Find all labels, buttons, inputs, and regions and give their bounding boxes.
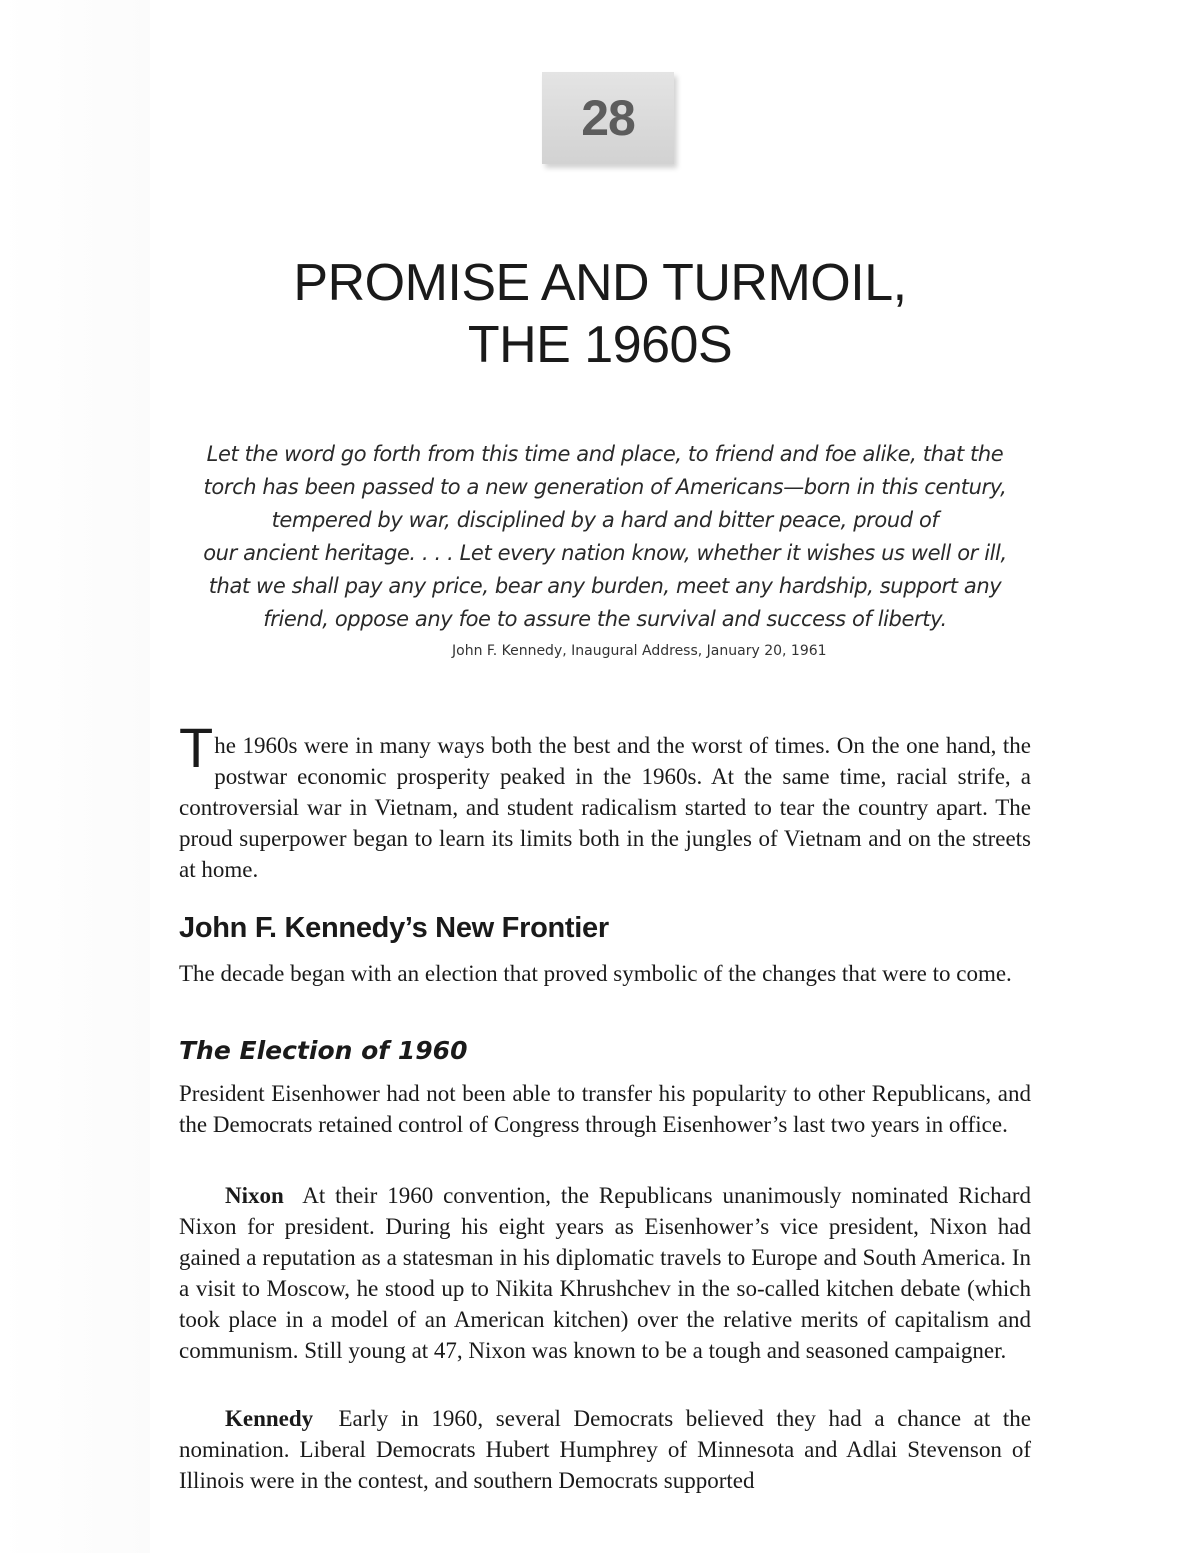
chapter-title-line-2: THE 1960S (467, 316, 733, 374)
epigraph-line: tempered by war, disciplined by a hard and bitter peace, proud of (271, 508, 939, 532)
epigraph-line: torch has been passed to a new generation of Americans—born in this century, (203, 475, 1007, 499)
epigraph-line: friend, oppose any foe to assure the survival and success of liberty. (263, 607, 947, 631)
epigraph-quote (170, 438, 1040, 636)
kennedy-paragraph (179, 1403, 1031, 1496)
subsection-heading: The Election of 1960 (179, 1036, 468, 1065)
drop-cap: T (179, 716, 214, 779)
chapter-number-box (542, 72, 674, 164)
nixon-paragraph (179, 1180, 1031, 1366)
nixon-run-in-head: Nixon (225, 1183, 284, 1208)
kennedy-run-in-head: Kennedy (225, 1406, 314, 1431)
section-paragraph: The decade began with an election that proved symbolic of the changes that were to come. (179, 961, 1012, 986)
epigraph-line: our ancient heritage. . . . Let every nation know, whether it wishes us well or ill, (203, 541, 1007, 565)
epigraph-attribution: John F. Kennedy, Inaugural Address, January 20, 1961 (452, 643, 827, 659)
epigraph-line: Let the word go forth from this time and place, to friend and foe alike, that the (206, 442, 1004, 466)
chapter-number: 28 (581, 90, 635, 146)
nixon-text: At their 1960 convention, the Republicans unanimously nominated Richard Nixon for president. During his eight years as Eisenhower’s vice president, Nixon had gained a reputation as a statesman in his diplomatic travels to Europe and South America. In a visit to Moscow, he stood up to Nikita Khrushchev in the so-called kitchen debate (which took place in a model of an American kitchen) over the relative merits of capitalism and communism. Still young at 47, Nixon was known to be a tough and seasoned campaigner. (179, 1183, 1031, 1363)
chapter-title (150, 252, 1050, 376)
intro-text: he 1960s were in many ways both the best and the worst of times. On the one hand, the postwar economic prosperity peaked in the 1960s. At the same time, racial strife, a controversial war in Vietnam, and student radicalism started to tear the country apart. The proud superpower began to learn its limits both in the jungles of Vietnam and on the streets at home. (179, 733, 1031, 882)
election-paragraph: President Eisenhower had not been able to transfer his popularity to other Republicans, and the Democrats retained control of Congress through Eisenhower’s last two years in office. (179, 1081, 1031, 1137)
epigraph-line: that we shall pay any price, bear any burden, meet any hardship, support any (208, 574, 1002, 598)
intro-paragraph (179, 716, 1031, 885)
kennedy-text: Early in 1960, several Democrats believed they had a chance at the nomination. Liberal Democrats Hubert Humphrey of Minnesota and Adlai Stevenson of Illinois were in the contest, and southern Democrats supported (179, 1406, 1032, 1493)
section-heading: John F. Kennedy’s New Frontier (179, 912, 609, 944)
chapter-title-line-1: PROMISE AND TURMOIL, (293, 254, 907, 312)
page-margin (0, 0, 150, 1553)
